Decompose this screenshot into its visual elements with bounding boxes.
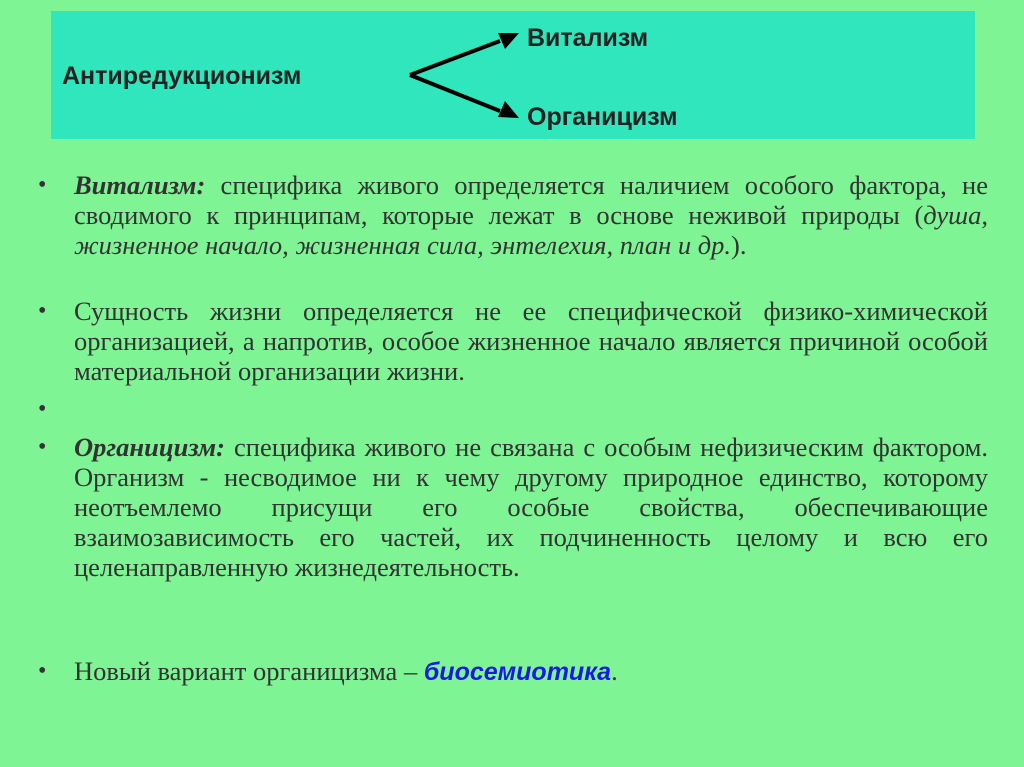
bullet-organicism-text bbox=[74, 432, 988, 582]
term-vitalism: Витализм: bbox=[74, 170, 206, 200]
arrow-top-head-icon bbox=[498, 33, 519, 49]
term-organicism: Органицизм: bbox=[74, 432, 226, 462]
bullet-icon: • bbox=[38, 298, 47, 324]
organicism-definition: специфика живого не связана с особым нефизическим фактором. Организм - несводимое ни к чему другому природное единство, которому неотъемлемо присущи его особые свойства, обеспечивающие взаимозависимость его частей, их подчиненность целому и всю его целенаправленную жизнедеятельность. bbox=[74, 432, 988, 582]
arrow-bottom-head-icon bbox=[498, 101, 519, 118]
bullet-icon: • bbox=[38, 658, 47, 684]
diagram-target-bottom-label: Органицизм bbox=[527, 103, 678, 131]
bullet-icon: • bbox=[38, 172, 47, 198]
diagram-target-top-label: Витализм bbox=[527, 24, 649, 52]
arrow-bottom-icon bbox=[410, 75, 500, 111]
arrow-top-icon bbox=[410, 41, 500, 75]
bullet-biosemiotics-text bbox=[74, 656, 988, 687]
bullet-essence-text: Сущность жизни определяется не ее специфической физико-химической организацией, а напротив, особое жизненное начало является причиной особой материальной организации жизни. bbox=[74, 296, 988, 386]
vitalism-definition: специфика живого определяется наличием особого фактора, не сводимого к принципам, которые лежат в основе неживой природы ( bbox=[74, 170, 988, 230]
vitalism-examples: душа, жизненное начало, жизненная сила, энтелехия, план и др. bbox=[74, 200, 988, 260]
biosemiotics-closing: . bbox=[611, 656, 618, 686]
biosemiotics-intro: Новый вариант органицизма – bbox=[74, 656, 424, 686]
vitalism-closing: ). bbox=[731, 230, 747, 260]
diagram-source-label: Антиредукционизм bbox=[62, 62, 302, 90]
diagram-arrows bbox=[0, 0, 1024, 160]
bullet-vitalism-text bbox=[74, 170, 988, 260]
biosemiotics-highlight: биосемиотика bbox=[423, 658, 612, 686]
bullet-icon: • bbox=[38, 434, 47, 460]
bullet-icon: • bbox=[38, 396, 47, 422]
